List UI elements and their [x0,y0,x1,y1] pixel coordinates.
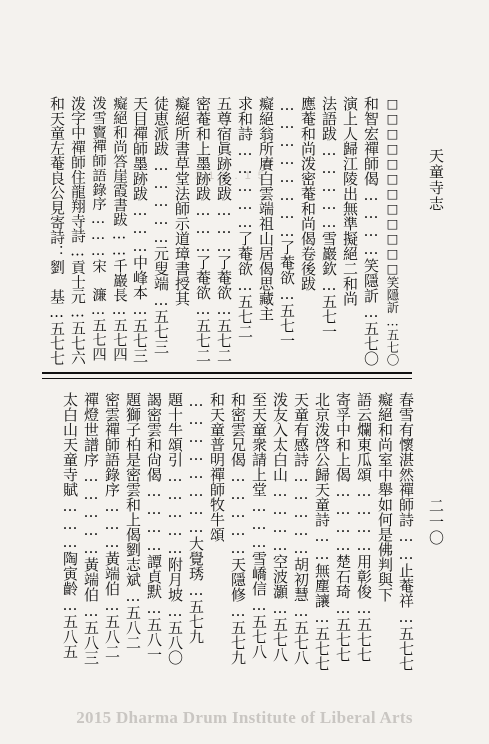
toc-entry: 和密雲兄偈……………天隱修…五七九 [229,392,247,665]
toc-entry: 癡絕翁所賡白雲端祖山居偈思藏主 [257,96,275,321]
toc-entry: 法語跋……………雪巖欽…五七一 [320,96,338,339]
toc-entry: ……………………了菴欲…五七一 [278,96,296,348]
toc-entry: 和天童普明禪師牧牛頌 [208,392,226,542]
toc-entry: □□□□□□□□□□□□笑隱訢…五七〇 [385,96,400,366]
toc-entry: 密雲禪師語錄序………黃端伯…五八二 [103,392,121,659]
toc-entry: 泼友入太白山…………空波灝…五七八 [271,392,289,662]
page-number: 二一〇 [427,498,445,546]
toc-entry: 和天童左菴良公見寄詩：劉 基…五七七 [48,96,65,366]
section-divider-thin [42,378,412,379]
toc-entry: 癡絕和尚室中舉如何是佛判與下 [376,392,394,602]
toc-entry: 題獅子柏是密雲和上偈劉志斌…五八二 [124,392,142,650]
toc-entry: 應菴和尚泼密菴和尚偈卷後跋 [299,96,317,291]
toc-entry: 五尊宿眞跡後跋………了菴欲…五七二 [215,96,233,363]
toc-entry: 春雪有懷湛然禪師詩……止菴祥…五七七 [397,392,415,671]
toc-entry: 徒恵派跋……………元叟端…五七三 [152,96,170,354]
toc-entry: 語云爛東瓜頌…………用彰俊…五七七 [355,392,373,662]
toc-entry: 至天童衆請上堂………雪嶠信…五七八 [250,392,268,659]
toc-entry: 癡絕所書草堂法師示道璋書授其 [173,96,191,306]
toc-entry: 天目禪師墨跡跋………中峰本…五七三 [131,96,149,363]
toc-entry: 北京泼啓公歸天童詩……無塵讓…五七七 [313,392,331,671]
scan-artifact-marks: 2 1 0 . 1 5 [195,170,266,182]
toc-entry: 題十牛頌引……………附月坡…五八〇 [166,392,184,665]
toc-entry: 求和詩……………了菴欲…五七二 [236,96,254,339]
toc-entry: 禪燈世譜序……………黃端伯…五八三 [82,392,100,665]
toc-entry: 密菴和上墨跡跋………了菴欲…五七二 [194,96,212,363]
toc-entry: ……………………大覺琇…五七九 [187,392,205,644]
toc-entry: 演上人歸江陵出無準擬絕二和尚 [341,96,359,306]
toc-entry: 天童有感詩……………胡初慧…五七八 [292,392,310,665]
toc-entry: 謁密雲和尙偈…………譚貞默…五八一 [145,392,163,662]
book-title: 天童寺志 [427,148,445,212]
section-divider [42,372,412,374]
toc-entry: 和智宏禪師偈…………笑隱訢…五七〇 [362,96,380,366]
footer-watermark: 2015 Dharma Drum Institute of Liberal Arts [76,708,413,727]
toc-entry: 太白山天童寺賦………陶寅齡…五八五 [61,392,79,659]
toc-entry: 癡絕和尚答崖霞書跋……千巖長…五七四 [111,96,127,362]
toc-entry: 泼字中禪師住龍翔寺詩…貢士元…五七六 [69,96,86,365]
toc-entry: 寄孚中和上偈…………楚石琦…五七七 [334,392,352,662]
toc-entry: 泼雪竇禪師語錄序………宋 濂…五七四 [90,96,106,362]
